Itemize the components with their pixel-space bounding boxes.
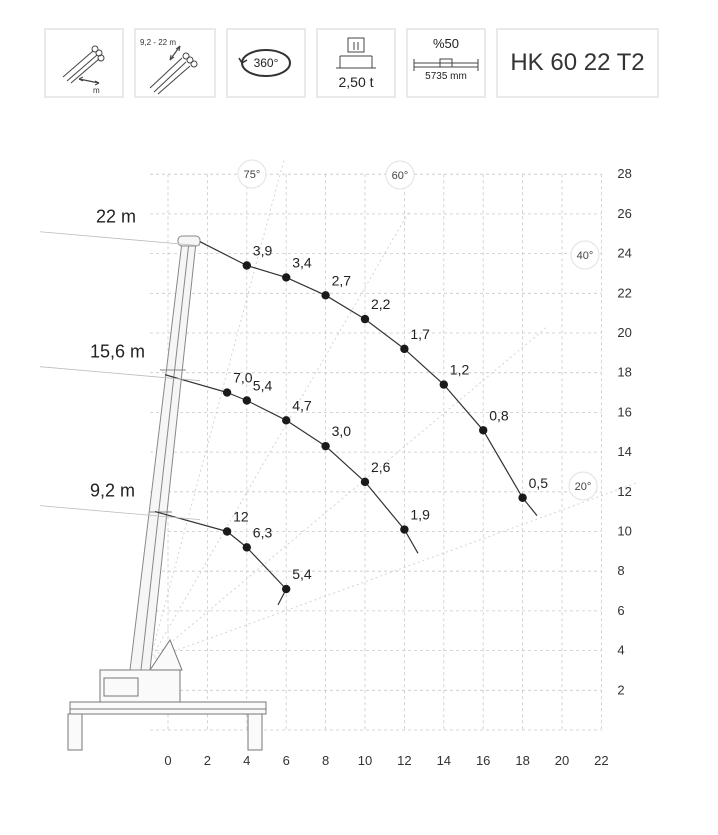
- load-points: [223, 243, 548, 594]
- rotation-spec: [226, 28, 306, 98]
- angle-lines: [150, 158, 639, 660]
- y-tick-label: 4: [617, 642, 625, 658]
- y-axis-ticks: [617, 166, 631, 697]
- y-tick-label: 10: [617, 523, 632, 539]
- boom-extension-spec: [44, 28, 124, 98]
- load-value-label: 3,0: [331, 423, 352, 440]
- load-point: [321, 442, 329, 450]
- spec-icon-bar: [44, 28, 659, 102]
- x-tick-label: 4: [243, 753, 251, 768]
- load-value-label: 1,7: [410, 325, 430, 342]
- load-point: [282, 273, 290, 281]
- capacity-spec: [316, 28, 396, 98]
- y-tick-label: 22: [617, 285, 632, 301]
- outrigger-spec: [406, 28, 486, 98]
- x-tick-label: 2: [203, 753, 212, 768]
- load-point: [518, 494, 526, 502]
- angle-label: 60°: [391, 170, 409, 182]
- load-value-label: 2,2: [371, 296, 391, 313]
- boom-length-label: 9,2 m: [90, 480, 136, 501]
- outrigger-width: 5735 mm: [425, 71, 467, 82]
- load-point: [440, 380, 448, 388]
- load-value-label: 12: [233, 508, 249, 525]
- load-value-label: 5,4: [252, 377, 273, 394]
- angle-label: 20°: [574, 481, 592, 493]
- jib-range-icon: [140, 40, 210, 96]
- load-value-label: 2,6: [371, 458, 391, 475]
- rotation-icon: [236, 43, 296, 83]
- load-chart: [0, 130, 718, 835]
- load-point: [479, 426, 487, 434]
- boom-length-leader: [40, 232, 200, 246]
- x-tick-label: 14: [436, 753, 452, 768]
- x-tick-label: 16: [475, 753, 491, 768]
- x-tick-label: 8: [321, 753, 330, 768]
- load-point: [400, 345, 408, 353]
- load-value-label: 3,9: [252, 242, 273, 259]
- load-value-label: 5,4: [292, 566, 312, 583]
- x-tick-label: 12: [397, 753, 412, 768]
- load-point: [223, 388, 231, 396]
- load-point: [243, 396, 251, 404]
- y-tick-label: 14: [617, 444, 632, 460]
- load-value-label: 1,2: [449, 361, 470, 378]
- load-point: [282, 585, 290, 593]
- jib-range-spec: [134, 28, 216, 98]
- load-point: [400, 525, 408, 533]
- boom-length-label: 22 m: [96, 206, 137, 227]
- load-point: [361, 315, 369, 323]
- x-tick-label: 20: [554, 753, 570, 768]
- load-value-label: 0,8: [489, 407, 509, 424]
- model-name: HK 60 22 T2: [510, 49, 645, 76]
- load-point: [282, 416, 290, 424]
- y-tick-label: 24: [617, 245, 632, 261]
- x-axis-ticks: [164, 753, 608, 768]
- jib-range-label: 9,2 - 22 m: [140, 38, 177, 47]
- hook-weight-icon: [326, 34, 386, 74]
- crane-base-illustration: [68, 640, 266, 750]
- load-point: [243, 261, 251, 269]
- x-tick-label: 22: [594, 753, 609, 768]
- model-name-box: [496, 28, 659, 98]
- x-tick-label: 18: [515, 753, 530, 768]
- x-tick-label: 6: [282, 753, 290, 768]
- y-tick-label: 8: [617, 563, 625, 579]
- load-value-label: 2,7: [331, 272, 352, 289]
- load-point: [321, 291, 329, 299]
- angle-label: 75°: [243, 169, 261, 181]
- x-tick-label: 10: [357, 753, 373, 768]
- boom-extension-unit: m: [93, 86, 100, 93]
- load-point: [223, 527, 231, 535]
- load-value-label: 4,7: [292, 397, 312, 414]
- y-tick-label: 16: [617, 404, 632, 420]
- y-tick-label: 26: [617, 205, 632, 221]
- telescopic-boom-illustration: [130, 236, 200, 670]
- rotation-label: 360°: [253, 56, 279, 70]
- load-point: [361, 478, 369, 486]
- angle-line: [150, 326, 548, 660]
- y-tick-label: 2: [617, 682, 625, 698]
- load-point: [243, 543, 251, 551]
- load-value-label: 0,5: [528, 474, 549, 491]
- outrigger-percent: %50: [432, 36, 460, 51]
- max-capacity: 2,50 t: [338, 74, 374, 90]
- chart-grid: [150, 174, 601, 730]
- y-tick-label: 6: [617, 602, 625, 618]
- load-value-label: 7,0: [233, 369, 253, 386]
- x-tick-label: 0: [164, 753, 172, 768]
- load-value-label: 3,4: [292, 254, 312, 271]
- y-tick-label: 28: [617, 166, 632, 182]
- boom-length-label: 15,6 m: [90, 341, 146, 362]
- y-tick-label: 12: [617, 483, 632, 499]
- load-value-label: 6,3: [252, 524, 273, 541]
- y-tick-label: 18: [617, 364, 632, 380]
- angle-label: 40°: [576, 250, 594, 262]
- telescopic-boom-icon: [49, 33, 119, 93]
- load-value-label: 1,9: [410, 506, 430, 523]
- boom-length-leader: [40, 506, 200, 520]
- y-tick-label: 20: [617, 325, 632, 340]
